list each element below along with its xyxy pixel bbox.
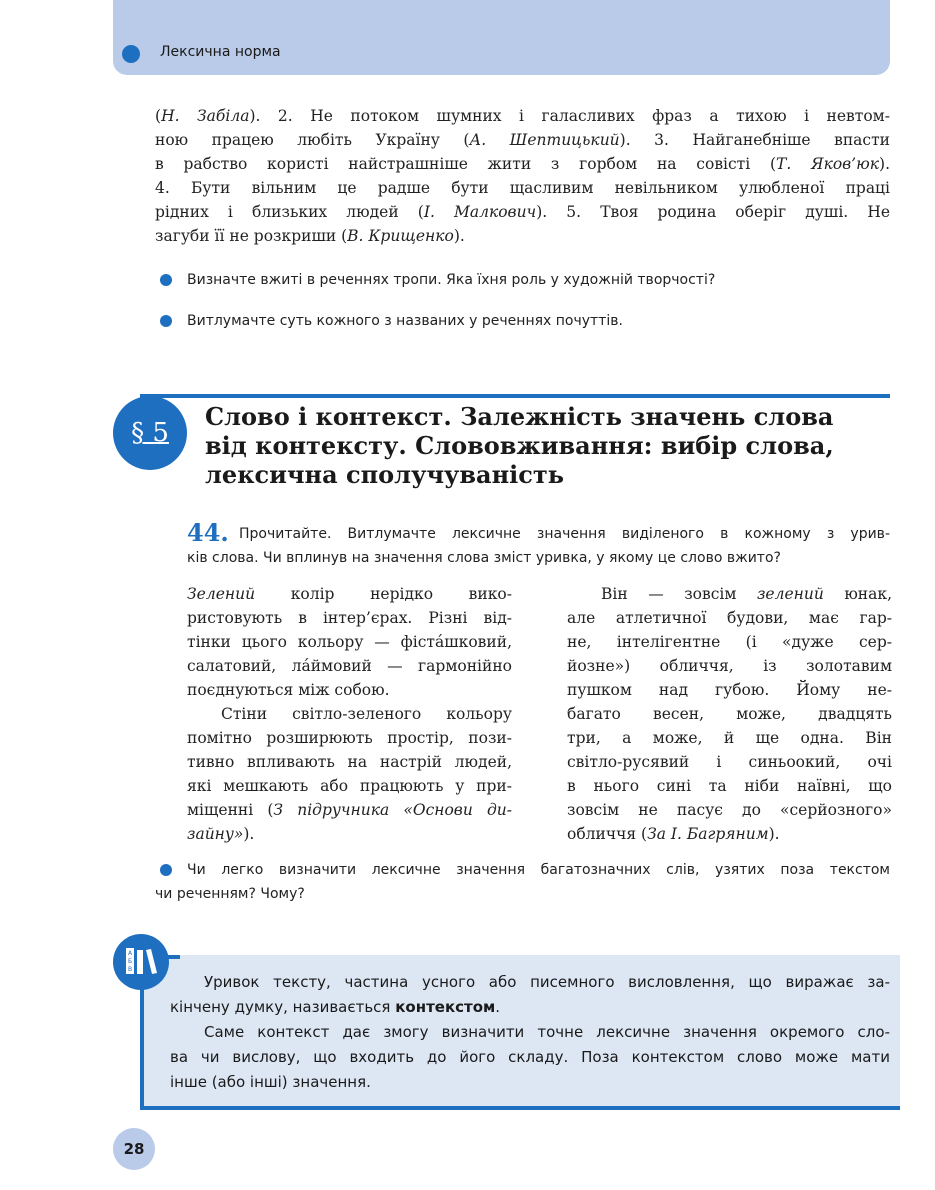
header-band <box>113 0 890 75</box>
bullet-question-3: Чи легко визначити лексичне значення багатозначних слів, узятих поза текстом чи реченням? Чому? <box>155 862 890 902</box>
excerpt-right: Він — зовсім зелений юнак, але атлетичної будови, має гар- не, інтелігентне (і «дуже сер- йозне») обличчя, із золотавим пушком над губою. Йому не- багато весен, може, двадцять три, а може, й ще одна. Він світло-русявий і синьоокий, очі в нього сині та ніби наївні, що зовсім не пасує до «серйозного» обличчя (За І. Багряним). <box>567 582 892 846</box>
left-line-1: Зелений колір нерідко вико- <box>187 585 512 603</box>
svg-text:Б: Б <box>127 958 133 965</box>
right-line-11: обличчя (За І. Багряним). <box>567 825 780 843</box>
header-bullet-icon <box>122 45 140 63</box>
excerpt-left: Зелений колір нерідко вико- ристовують в інтер’єрах. Різні від- тінки цього кольору — фіста́шковий, салатовий, ла́ймовий — гармонійно поєднуються між собою. Стіни світло-зеленого кольору помітно розширюють простір, пози- тивно впливають на настрій людей, які мешкають або працюють у при- міщенні (З підручника «Основи ди- зайну»). <box>187 582 512 846</box>
intro-line-5: рідних і близьких людей (І. Малкович). 5. Твоя родина оберіг душі. Не <box>155 203 891 221</box>
section-rule <box>140 394 890 398</box>
exercise-instructions: Прочитайте. Витлумачте лексичне значення виділеного в кожному з урив- ків слова. Чи вплинув на значення слова зміст уривка, у якому це слово вжито? <box>187 526 890 566</box>
abv-books-icon <box>113 934 169 990</box>
bullet-dot-icon <box>160 864 172 876</box>
intro-line-1: (Н. Забіла). 2. Не потоком шумних і галасливих фраз а тихою і невтом- <box>155 107 890 125</box>
rule-term: контекстом <box>395 998 496 1016</box>
right-line-1: Він — зовсім зелений юнак, <box>601 585 892 603</box>
bullet-question-2: Витлумачте суть кожного з названих у реченнях почуттів. <box>160 309 890 333</box>
page-number: 28 <box>113 1128 155 1170</box>
svg-text:А: А <box>127 950 133 957</box>
section-badge: § 5 <box>113 396 187 470</box>
intro-line-4: 4. Бути вільним це радше бути щасливим невільником улюбленої праці <box>155 179 890 197</box>
rule-text: Уривок тексту, частина усного або писемного висловлення, що виражає за- кінчену думку, називається контекстом. Саме контекст дає змогу визначити точне лексичне значення окремого сло- ва чи вислову, що входить до його складу. Поза контекстом слово може мати інше (або інші) значення. <box>170 973 890 1091</box>
bullet-dot-icon <box>160 274 172 286</box>
intro-line-6: загуби її не розкриши (В. Крищенко). <box>155 227 465 245</box>
left-line-11: зайну»). <box>187 825 255 843</box>
bullet-question-1: Визначте вжиті в реченнях тропи. Яка їхня роль у художній творчості? <box>160 268 890 292</box>
intro-paragraph <box>155 104 890 248</box>
left-line-10: міщенні (З підручника «Основи ди- <box>187 801 512 819</box>
section-title: Слово і контекст. Залежність значень слова від контексту. Слововживання: вибір слова, лексична сполучуваність <box>205 402 834 489</box>
intro-line-3: в рабство користі найстрашніше жити з горбом на совісті (Т. Яков’юк). <box>155 155 890 173</box>
bullet-dot-icon <box>160 315 172 327</box>
svg-text:В: В <box>127 966 133 973</box>
header-title: Лексична норма <box>160 44 281 60</box>
exercise-number: 44. <box>187 518 229 547</box>
intro-line-2: ною працею любіть Україну (А. Шептицький). 3. Найганебніше впасти <box>155 131 891 149</box>
